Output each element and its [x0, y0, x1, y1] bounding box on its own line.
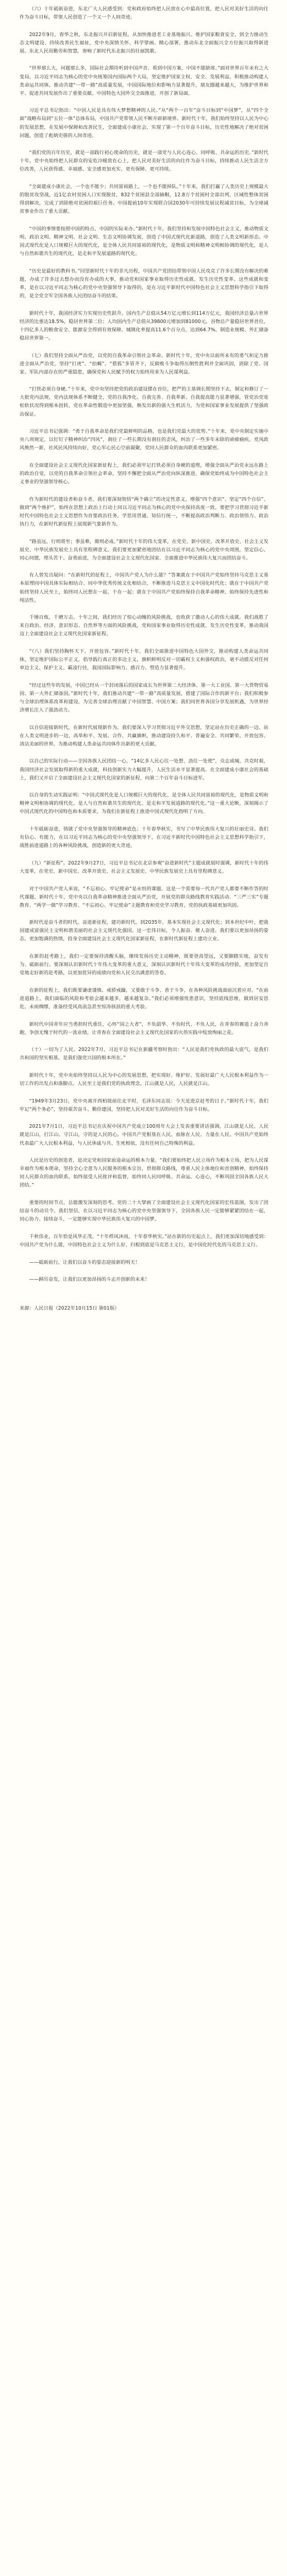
article-paragraph: ——砥砺前行，让我们以奋斗的姿态迎接新的明天！	[29, 1259, 140, 1265]
article-paragraph: “（八）我们坚持胸怀天下、开放包容。”新时代十年，我们全面推进中国特色大国外交，推动构建人类命运共同体，坚定维护国际公平正义，倡导践行真正的多边主义，旗帜鲜明反对一切霸权主义和强权政治，毫不动摇反对任何单边主义、保护主义、霸凌行径，我国国际影响力、感召力、塑造力显著提升。	[20, 649, 268, 671]
article-paragraph: 以自信迎接新时代，在新时代展现新作为。我们要深入学习贯彻习近平外交思想，坚定站在历史正确的一边、站在人类文明进步的一边，高举和平、发展、合作、共赢旗帜，推动建设持久和平、普遍安全、共同繁荣、开放包容、清洁美丽的世界，为推动构建人类命运共同体作出新的更大贡献。	[20, 724, 268, 747]
article-paragraph: 对于中国共产党人来说，“不忘初心、牢记使命”是永恒的课题。这是一个需要每一代共产党人都要不断作答的时代课题。新时代十年，党中央以自我革命精神推进全面从严治党，开展党的群众路线教育实践活动、“三严三实”专题教育、“两学一做”学习教育、“不忘初心、牢记使命”主题教育和党史学习教育，党的执政基础更加巩固。	[20, 886, 268, 908]
article-byline: 来源：人民日报（2022年10月15日 第01版）	[20, 1306, 120, 1312]
article-paragraph: 千锤百炼，千磨万击。十年之间，我们经历了惊心动魄的风险挑战，也收获了激动人心的伟大成就。我们战胜了来自政治、经济、意识形态、自然界等方面的风险挑战，党和国家事业取得历史性成就、发生历史性变革，推动我国迈上全面建设社会主义现代化国家新征程。	[20, 615, 268, 637]
article-paragraph: 以自己的实际行动——全国各族人民团结一心，“14亿多人民心往一处想、劲往一处使”，众志成城、共克时艰，我国经济社会发展取得新的重大成就，科技创新实力大幅提升，人民生活水平显著提高。在全面建成小康社会的基础上，我们又开启了全面建设社会主义现代化国家的新征程，向第二个百年奋斗目标进军。	[20, 758, 268, 781]
article-paragraph: 新时代十年，我国经济实力实现历史性跃升。国内生产总值从54万亿元增长到114万亿元，我国经济总量占世界经济的比重达18.5%，稳居世界第二位；人均国内生产总值从39800元增加到81000元。谷物总产量稳居世界首位，十四亿多人的粮食安全、能源安全得到有效保障。城镇化率提高11.6个百分点，达到64.7%。制造业规模、外汇储备稳居世界第一。	[20, 310, 268, 341]
article-paragraph: “历史是最好的教科书。”回望新时代十年的非凡历程，中国共产党团结带领中国人民攻克了许多长期没有解决的难题，办成了许多过去想办而没有办成的大事，推动党和国家事业取得历史性成就、发生历史性变革。这些成就和变革，是在以习近平同志为核心的党中央坚强领导下取得的，是在习近平新时代中国特色社会主义思想科学指引下取得的，是全党全军全国各族人民团结奋斗的结果。	[20, 268, 268, 299]
article-paragraph: “我们党的百年历史，就是一部践行初心使命的历史，就是一部党与人民心连心、同呼吸、共命运的历史。”新时代十年，党中央始终把人民群众的安危冷暖放在心上，把人民对美好生活的向往作为奋斗目标，持续推动人民生活全方位改善，人民获得感、幸福感、安全感更加充实、更有保障、更可持续。	[20, 150, 268, 173]
article-paragraph: 新时代十年，党中央始终坚持以人民为中心的发展思想，把实现好、维护好、发展好最广大人民根本利益作为一切工作的出发点和落脚点。人民至上是我们党的执政理念。江山就是人民，人民就是江山。	[20, 1073, 268, 1087]
article-paragraph: 新时代是奋斗者的时代。奋进新征程，建功新时代。到2035年，基本实现社会主义现代化；到本世纪中叶，把我国建成富强民主文明和谐美丽的社会主义现代化强国。这一宏伟目标，令人振奋、催人奋进。我们要以更加昂扬的姿态、更加饱满的热情，投身全面建设社会主义现代化国家新征程，在新时代新征程上建功立业。	[20, 920, 268, 942]
article-paragraph: 习近平总书记指出：“中国人民是具有伟大梦想精神的人民。”从“两个一百年”奋斗目标到“中国梦”，从“四个全面”战略布局到“五位一体”总体布局，中国共产党带领人民不断开辟新境界。新时代十年，我们始终坚持以人民为中心的发展思想，在发展中保障和改善民生，全面建成小康社会，实现了第一个百年奋斗目标，历史性地解决了绝对贫困问题，创造了彪炳史册的人间奇迹。	[20, 108, 268, 139]
article-paragraph: 习近平总书记强调：“勇于自我革命是我们党最鲜明的品格，也是我们党最大的优势。”十年来，党中央制定实施中央八项规定，以钉钉子精神纠治“四风”，刹住了一些长期没有刹住的歪风，纠治了一些多年未除的顽瘴痼疾。党风政风焕然一新，社风民风持续向好，党心军心民心空前凝聚，党同人民群众的血肉联系更加紧密。	[20, 429, 268, 451]
article-paragraph: “经过这些年的发展，中国已经从一个封闭落后的国家成长为世界第二大经济体、第一大工业国、第一大货物贸易国、第一大外汇储备国。”新时代十年，我们推动共建“一带一路”高质量发展，搭建了国际合作的新平台；我们积极参与全球治理体系改革和建设，为完善全球治理贡献了中国智慧、中国方案；我们同世界各国分享发展机遇，为世界经济增长注入了强劲动力。	[20, 682, 268, 714]
article-paragraph: ——踔厉奋发，让我们以更加昂扬的斗志开创新的未来！	[29, 1277, 150, 1283]
article-body	[20, 5, 268, 1284]
article-paragraph: 2022年9月，春华之秋，东北振兴开启新征程。从加快推进老工业基地振兴、维护国家粮食安全，到全力推动生态文明建设、持续改善民生福祉，党中央深情关怀、科学擘画、精心部署，推动东北全面振兴全方位振兴取得新进展。东北人民用勤劳和智慧，奏响了新时代东北振兴的壮丽凯歌。	[20, 31, 268, 54]
article-paragraph: “打铁必须自身硬。”十年来，党中央坚持把党的政治建设摆在首位，把严的主基调长期坚持下去，制定和修订了一大批党内法规，党内法规体系不断健全，党的自我净化、自我完善、自我革新、自我提高能力显著增强，管党治党宽松软状况得到根本扭转，党在革命性锻造中更加坚强，焕发出新的强大生机活力，为党和国家事业发展提供了坚强政治保证。	[20, 386, 268, 417]
article-paragraph: （七）我们坚持全面从严治党，以党的自我革命引领社会革命。新时代十年，党中央以前所未有的勇气和定力推进全面从严治党，坚持“打虎”、“拍蝇”、“猎狐”多管齐下，反腐败斗争取得压倒性胜利并全面巩固，消除了党、国家、军队内部存在的严重隐患，确保党和人民赋予的权力始终用来为人民谋利益。	[20, 352, 268, 375]
article-paragraph: （九）“新征程”。2022年9月27日，习近平总书记在北京参观“奋进新时代”主题成就展时强调，新时代十年的伟大变革，在党史、新中国史、改革开放史、社会主义发展史、中华民族发展史上具有里程碑意义。	[20, 860, 268, 874]
article-paragraph: 新时代中国青年应当勇担时代重任，心怀“国之大者”，不负韶华、不负时代、不负人民，在青春的赛道上奋力奔跑，争创无愧于时代的一流业绩，让青春在全面建设社会主义现代化国家的火热实践中绽放绚丽之花。	[20, 1021, 268, 1036]
article-paragraph: 在全面建设社会主义现代化国家新征程上，我们必须牢记打铁必须自身硬的道理，增强全面从严治党永远在路上的政治自觉，以党的自我革命引领社会革命，坚持不懈把全面从严治党向纵深推进，确保党始终成为中国特色社会主义事业的坚强领导核心。	[20, 462, 268, 485]
article-paragraph: 重要的时间节点，总能激发深刻的思考。党的二十大擘画了全面建设社会主义现代化国家的宏伟蓝图，发出了团结奋斗的动员令。我们坚信，在以习近平同志为核心的党中央坚强领导下，全国各族人民一定能够紧紧团结在一起，同心协力、接续奋斗，一定能够实现中华民族伟大复兴的中国梦。	[20, 1200, 268, 1223]
article-paragraph: 在新的征程上，我们既要谦虚谨慎、戒骄戒躁，又要敢于斗争、善于斗争，在各种风险挑战面前沉着应对。“在前进道路上，我们面临的风险和考验会越来越多，越来越复杂。”我们必须增强忧患意识，坚持底线思维，做到居安思危、未雨绸缪，准备经受风高浪急甚至惊涛骇浪的重大考验。	[20, 987, 268, 1010]
article-paragraph: 2021年7月1日，习近平总书记在庆祝中国共产党成立100周年大会上发表重要讲话强调，江山就是人民、人民就是江山，打江山、守江山，守的是人民的心。中国共产党根基在人民、血脉在人民、力量在人民。中国共产党始终代表最广大人民根本利益，与人民休戚与共、生死相依，没有任何自己特殊的利益。	[20, 1124, 268, 1146]
article-paragraph: 以自身的生动实践证明：“中国式现代化是人口规模巨大的现代化、是全体人民共同富裕的现代化、是物质文明和精神文明相协调的现代化、是人与自然和谐共生的现代化、是走和平发展道路的现代化。”这一重大论断，深刻揭示了中国式现代化的中国特色和本质要求，为我们在新征程上推进中国式现代化指明了方向。	[20, 792, 268, 815]
article-paragraph: 在新的赶考路上，我们一定要保持清醒头脑，继续发扬历史主动精神，既要登高望远，又要脚踏实地，奋发有为、砥砺前行。要深刻认识新时代十年伟大变革的重大意义，深刻认识新时代十年伟大变革的成功经验，更加坚定自觉地走好新的赶考路，以更加优异的成绩向党和人民交出满意的答卷。	[20, 954, 268, 976]
article-paragraph: “路虽远，行则将至；事虽难，做则必成。”新时代十年的伟大变革，在党史、新中国史、改革开放史、社会主义发展史、中华民族发展史上具有里程碑意义。我们要更加紧密地团结在以习近平同志为核心的党中央周围，坚定信心、同心同德，埋头苦干、奋勇前进，为全面建设社会主义现代化国家、全面推进中华民族伟大复兴而团结奋斗。	[20, 538, 268, 561]
article-paragraph: “中国的事情要按照中国的特点、中国的实际来办。”新时代十年，我们坚持和发展中国特色社会主义，推动物质文明、政治文明、精神文明、社会文明、生态文明协调发展，创造了中国式现代化新道路，创造了人类文明新形态。中国式现代化是人口规模巨大的现代化，是全体人民共同富裕的现代化，是物质文明和精神文明相协调的现代化，是人与自然和谐共生的现代化，是走和平发展道路的现代化。	[20, 226, 268, 257]
article-paragraph: （六）十年砥砺奋进，东北广大人民感受到：党和政府始终把人民放在心中最高位置，把人民对美好生活的向往作为奋斗目标，带领人民创造了一个又一个人间奇迹。	[20, 6, 268, 21]
article-paragraph: “全面建成小康社会，一个也不能少；共同富裕路上，一个也不能掉队。”十年来，我们打赢了人类历史上规模最大的脱贫攻坚战，近1亿农村贫困人口实现脱贫，832个贫困县全部摘帽，12.8万个贫困村全部出列，区域性整体贫困得到解决，完成了消除绝对贫困的艰巨任务。中国提前10年实现联合国2030年可持续发展议程减贫目标，为全球减贫事业作出了重大贡献。	[20, 184, 268, 215]
article-paragraph: 千秋伟业，百年恰是风华正茂。“十年栉风沐雨，十年春华秋实。”站在新的历史起点上，我们更加深切地感受到：中国共产党为什么能，中国特色社会主义为什么好，归根到底是马克思主义行，是中国化时代化的马克思主义行。	[20, 1233, 268, 1248]
article-paragraph: 十年砥砺奋进，铸就了党中央坚强领导的精神底色；十年春华秋实，书写了中华民族伟大复兴的壮丽史诗。我们有信心、有能力，在以习近平同志为核心的党中央坚强领导下，在习近平新时代中国特色社会主义思想科学指引下，战胜前进道路上的各种风险挑战，创造新的更大奇迹。	[20, 826, 268, 849]
article-paragraph: （十）一切为了人民。2022年7月，习近平总书记在新疆考察时指出：“人民是我们党执政的最大底气，是我们共和国的坚实根基，是我们强党兴国的根本所在。”	[20, 1047, 268, 1061]
article-paragraph: 人民是历史的创造者，是决定党和国家前途命运的根本力量。“我们要始终把人民立场作为根本立场，把为人民谋幸福作为根本使命，坚持全心全意为人民服务的根本宗旨，贯彻群众路线，尊重人民主体地位和首创精神，始终保持同人民群众的血肉联系，始终接受人民批评和监督，始终同人民同呼吸、共命运、心连心，不断巩固全国各族人民大团结。”	[20, 1158, 268, 1189]
article-paragraph: “世界那么大，问题那么多，国际社会期待听到中国声音、看到中国方案，中国不能缺席。”面对世界百年未有之大变局，以习近平同志为核心的党中央统筹国内国际两个大局，坚定维护国家主权、安全、发展利益，积极推动构建人类命运共同体，推动共建“一带一路”高质量发展，中国国际地位和影响力显著提升，朋友圈越来越大，为维护世界和平、促进共同发展作出了重要贡献。中国特色大国外交全面推进，开创了新局面。	[20, 65, 268, 96]
article-paragraph: 有人曾发出疑问：“在新时代的征程上，中国共产党人为什么能？”答案就在于中国共产党始终坚持马克思主义基本原理同中国具体实际相结合、同中华优秀传统文化相结合，不断推进马克思主义中国化时代化；就在于中国共产党始终坚持人民至上，始终同人民想在一起、干在一起；就在于中国共产党始终保持自我革命精神，始终保持先进性和纯洁性。	[20, 572, 268, 603]
article-paragraph: “1949年3月23日，党中央离开西柏坡前往北平时，毛泽东同志说：今天是进京赶考的日子。”新时代十年，我们牢记“两个务必”，坚持艰苦奋斗、勤俭建国，坚持把人民对美好生活的向往作为奋斗目标。	[20, 1098, 268, 1112]
article-paragraph: 作为新时代的建设者和奋斗者，我们要深刻领悟“两个确立”的决定性意义，增强“四个意识”、坚定“四个自信”、做到“两个维护”，始终在思想上政治上行动上同以习近平同志为核心的党中央保持高度一致。要把学习贯彻习近平新时代中国特色社会主义思想作为首要政治任务，学思用贯通、知信行统一，不断提高政治判断力、政治领悟力、政治执行力，在新时代新征程上展现新气象新作为。	[20, 496, 268, 527]
